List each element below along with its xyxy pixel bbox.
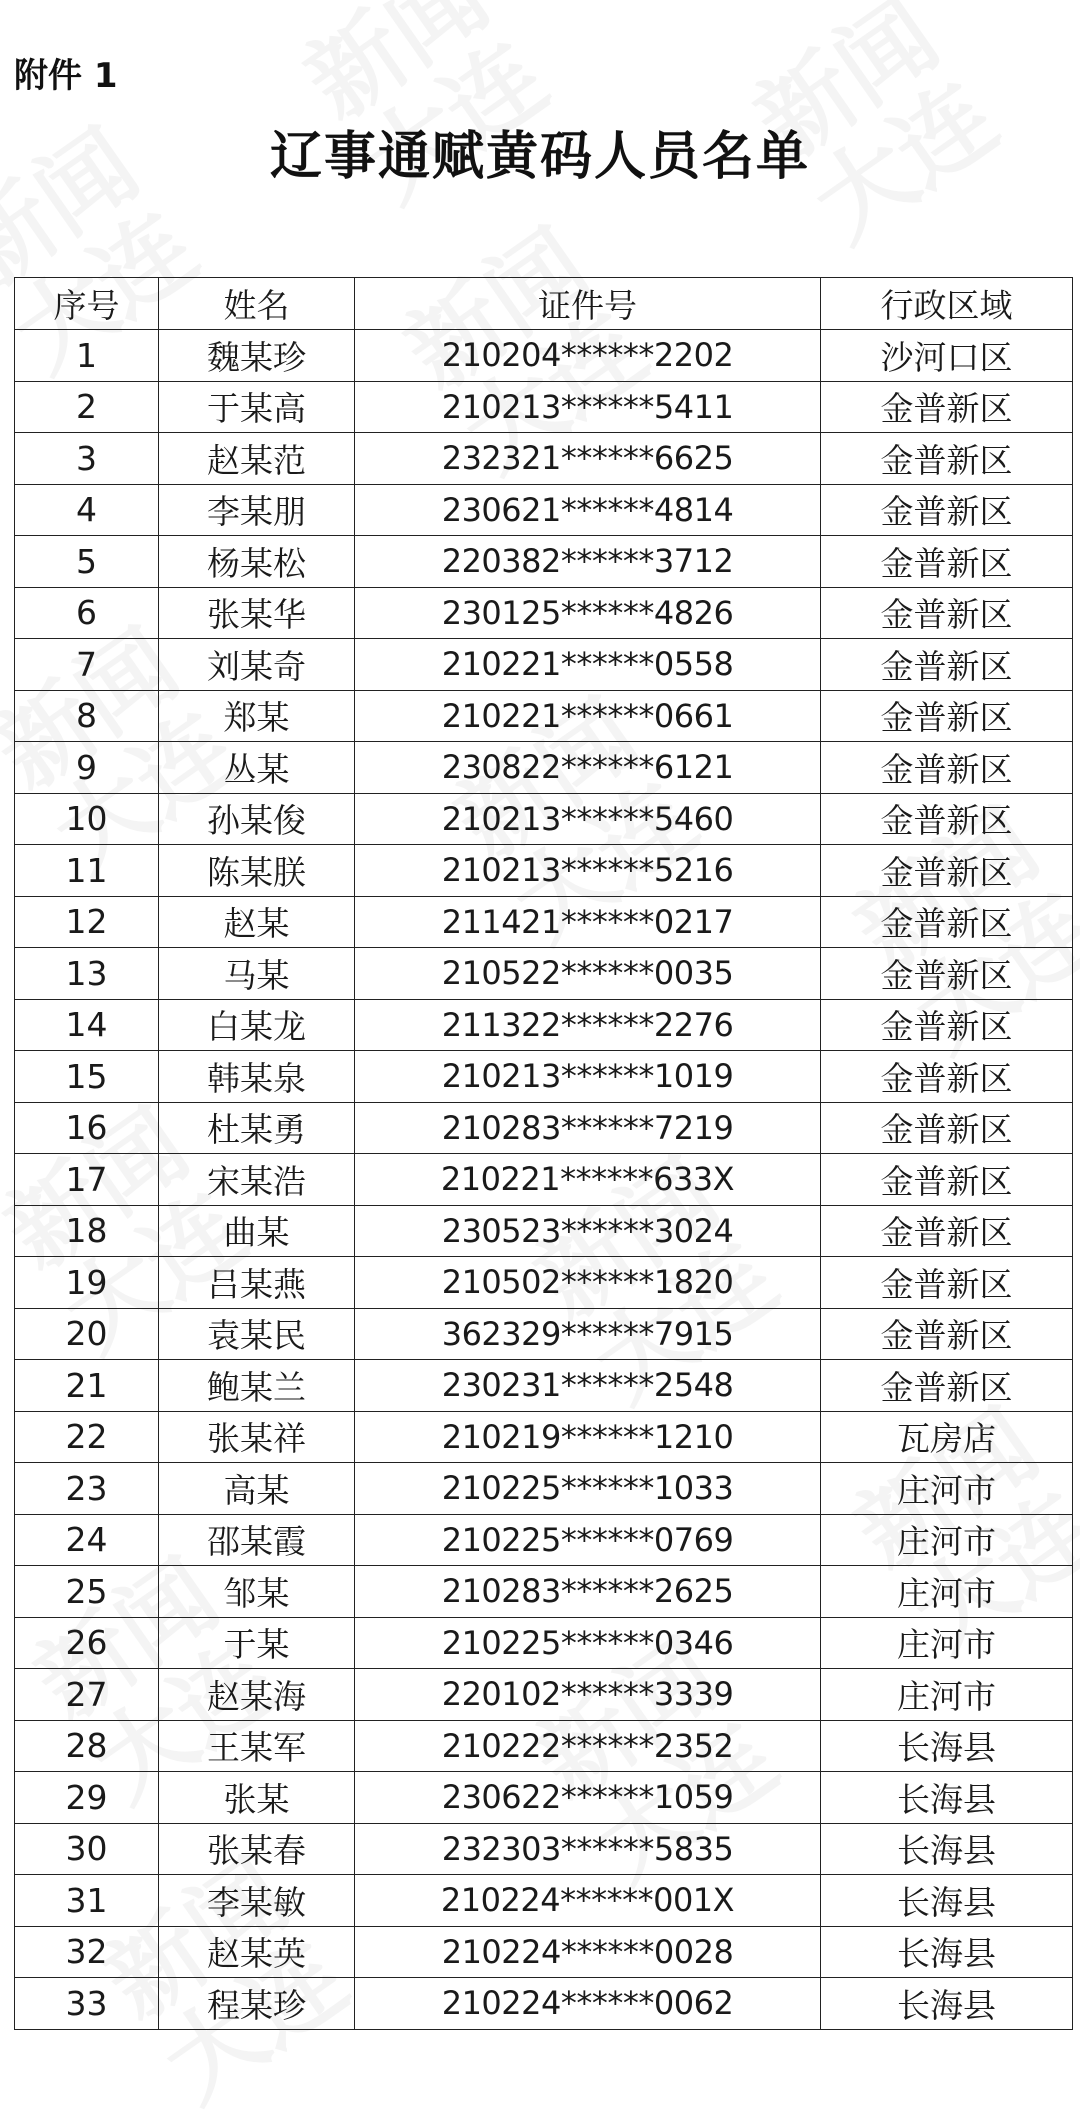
table-row	[15, 1566, 1073, 1618]
row-region-cell: 金普新区	[821, 1102, 1073, 1154]
row-id-cell: 210224******0062	[355, 1978, 821, 2030]
row-name-cell: 孙某俊	[159, 793, 355, 845]
table-row	[15, 587, 1073, 639]
row-name-cell: 张某祥	[159, 1411, 355, 1463]
row-name-cell: 丛某	[159, 742, 355, 794]
table-row	[15, 690, 1073, 742]
row-seq-cell: 9	[15, 742, 159, 794]
row-region-cell: 沙河口区	[821, 330, 1073, 382]
row-name-cell: 李某敏	[159, 1875, 355, 1927]
row-id-cell: 230231******2548	[355, 1360, 821, 1412]
row-seq-cell: 19	[15, 1257, 159, 1309]
table-row	[15, 1257, 1073, 1309]
row-region-cell: 金普新区	[821, 1154, 1073, 1206]
row-seq-cell: 14	[15, 999, 159, 1051]
row-name-cell: 韩某泉	[159, 1051, 355, 1103]
row-id-cell: 210213******5216	[355, 845, 821, 897]
row-region-cell: 长海县	[821, 1720, 1073, 1772]
row-id-cell: 210283******7219	[355, 1102, 821, 1154]
row-seq-cell: 31	[15, 1875, 159, 1927]
table-row	[15, 1411, 1073, 1463]
table-row	[15, 1772, 1073, 1824]
row-region-cell: 金普新区	[821, 381, 1073, 433]
row-seq-cell: 5	[15, 536, 159, 588]
row-seq-cell: 6	[15, 587, 159, 639]
row-name-cell: 张某	[159, 1772, 355, 1824]
row-name-cell: 于某	[159, 1617, 355, 1669]
table-row	[15, 845, 1073, 897]
row-region-cell: 庄河市	[821, 1514, 1073, 1566]
row-name-cell: 白某龙	[159, 999, 355, 1051]
row-name-cell: 马某	[159, 948, 355, 1000]
row-seq-cell: 28	[15, 1720, 159, 1772]
row-seq-cell: 25	[15, 1566, 159, 1618]
row-id-cell: 210225******0346	[355, 1617, 821, 1669]
row-region-cell: 庄河市	[821, 1617, 1073, 1669]
table-row	[15, 1617, 1073, 1669]
row-name-cell: 王某军	[159, 1720, 355, 1772]
row-region-cell: 金普新区	[821, 845, 1073, 897]
column-header-region: 行政区域	[821, 278, 1073, 330]
page-title: 辽事通赋黄码人员名单	[269, 127, 810, 187]
row-id-cell: 211421******0217	[355, 896, 821, 948]
row-seq-cell: 23	[15, 1463, 159, 1515]
row-seq-cell: 32	[15, 1926, 159, 1978]
row-name-cell: 郑某	[159, 690, 355, 742]
row-name-cell: 赵某海	[159, 1669, 355, 1721]
column-header-id: 证件号	[355, 278, 821, 330]
row-region-cell: 金普新区	[821, 948, 1073, 1000]
table-row	[15, 1205, 1073, 1257]
row-region-cell: 金普新区	[821, 1257, 1073, 1309]
table-row	[15, 1720, 1073, 1772]
row-region-cell: 长海县	[821, 1875, 1073, 1927]
row-region-cell: 金普新区	[821, 793, 1073, 845]
row-seq-cell: 18	[15, 1205, 159, 1257]
row-id-cell: 232321******6625	[355, 433, 821, 485]
row-seq-cell: 8	[15, 690, 159, 742]
row-id-cell: 210225******1033	[355, 1463, 821, 1515]
row-region-cell: 金普新区	[821, 690, 1073, 742]
row-id-cell: 211322******2276	[355, 999, 821, 1051]
row-name-cell: 赵某	[159, 896, 355, 948]
row-id-cell: 210213******5460	[355, 793, 821, 845]
row-id-cell: 362329******7915	[355, 1308, 821, 1360]
row-seq-cell: 33	[15, 1978, 159, 2030]
row-region-cell: 金普新区	[821, 536, 1073, 588]
row-name-cell: 陈某朕	[159, 845, 355, 897]
row-name-cell: 高某	[159, 1463, 355, 1515]
table-row	[15, 948, 1073, 1000]
table-row	[15, 1669, 1073, 1721]
table-header-row	[15, 278, 1073, 330]
table-row	[15, 896, 1073, 948]
table-row	[15, 1978, 1073, 2030]
table-row	[15, 1823, 1073, 1875]
row-id-cell: 210219******1210	[355, 1411, 821, 1463]
table-body	[15, 330, 1073, 2030]
row-name-cell: 魏某珍	[159, 330, 355, 382]
row-name-cell: 李某朋	[159, 484, 355, 536]
table-row	[15, 1926, 1073, 1978]
row-id-cell: 230621******4814	[355, 484, 821, 536]
row-region-cell: 金普新区	[821, 587, 1073, 639]
row-seq-cell: 2	[15, 381, 159, 433]
attachment-label: 附件 1	[14, 56, 118, 96]
table-row	[15, 999, 1073, 1051]
row-seq-cell: 11	[15, 845, 159, 897]
table-row	[15, 1308, 1073, 1360]
row-id-cell: 230523******3024	[355, 1205, 821, 1257]
row-seq-cell: 4	[15, 484, 159, 536]
row-id-cell: 210224******0028	[355, 1926, 821, 1978]
table-row	[15, 1875, 1073, 1927]
row-name-cell: 曲某	[159, 1205, 355, 1257]
row-name-cell: 于某高	[159, 381, 355, 433]
table-row	[15, 1051, 1073, 1103]
row-region-cell: 金普新区	[821, 1360, 1073, 1412]
table-row	[15, 1514, 1073, 1566]
table-row	[15, 433, 1073, 485]
row-name-cell: 程某珍	[159, 1978, 355, 2030]
table-row	[15, 793, 1073, 845]
row-seq-cell: 27	[15, 1669, 159, 1721]
row-name-cell: 杜某勇	[159, 1102, 355, 1154]
row-name-cell: 张某春	[159, 1823, 355, 1875]
row-region-cell: 庄河市	[821, 1669, 1073, 1721]
row-name-cell: 邵某霞	[159, 1514, 355, 1566]
table-row	[15, 1154, 1073, 1206]
table-row	[15, 1102, 1073, 1154]
row-region-cell: 金普新区	[821, 1308, 1073, 1360]
row-region-cell: 金普新区	[821, 1051, 1073, 1103]
row-name-cell: 杨某松	[159, 536, 355, 588]
row-region-cell: 庄河市	[821, 1463, 1073, 1515]
row-seq-cell: 1	[15, 330, 159, 382]
row-seq-cell: 17	[15, 1154, 159, 1206]
table-row	[15, 381, 1073, 433]
table-row	[15, 639, 1073, 691]
row-region-cell: 金普新区	[821, 999, 1073, 1051]
row-seq-cell: 10	[15, 793, 159, 845]
row-seq-cell: 15	[15, 1051, 159, 1103]
row-name-cell: 赵某英	[159, 1926, 355, 1978]
row-region-cell: 金普新区	[821, 484, 1073, 536]
table-row	[15, 1360, 1073, 1412]
table-row	[15, 536, 1073, 588]
row-id-cell: 210222******2352	[355, 1720, 821, 1772]
row-name-cell: 宋某浩	[159, 1154, 355, 1206]
row-id-cell: 232303******5835	[355, 1823, 821, 1875]
row-seq-cell: 13	[15, 948, 159, 1000]
row-region-cell: 长海县	[821, 1926, 1073, 1978]
row-name-cell: 赵某范	[159, 433, 355, 485]
row-region-cell: 长海县	[821, 1978, 1073, 2030]
row-id-cell: 210522******0035	[355, 948, 821, 1000]
row-id-cell: 230622******1059	[355, 1772, 821, 1824]
row-region-cell: 金普新区	[821, 742, 1073, 794]
row-seq-cell: 22	[15, 1411, 159, 1463]
row-id-cell: 230822******6121	[355, 742, 821, 794]
row-seq-cell: 3	[15, 433, 159, 485]
row-seq-cell: 29	[15, 1772, 159, 1824]
row-name-cell: 刘某奇	[159, 639, 355, 691]
row-name-cell: 吕某燕	[159, 1257, 355, 1309]
row-region-cell: 金普新区	[821, 1205, 1073, 1257]
row-region-cell: 金普新区	[821, 433, 1073, 485]
row-id-cell: 210502******1820	[355, 1257, 821, 1309]
row-name-cell: 邹某	[159, 1566, 355, 1618]
row-seq-cell: 7	[15, 639, 159, 691]
row-id-cell: 210213******1019	[355, 1051, 821, 1103]
row-seq-cell: 12	[15, 896, 159, 948]
row-region-cell: 瓦房店	[821, 1411, 1073, 1463]
row-region-cell: 庄河市	[821, 1566, 1073, 1618]
row-name-cell: 张某华	[159, 587, 355, 639]
column-header-name: 姓名	[159, 278, 355, 330]
row-region-cell: 金普新区	[821, 639, 1073, 691]
table-row	[15, 330, 1073, 382]
list-table-container	[14, 277, 1072, 2030]
row-id-cell: 210221******0661	[355, 690, 821, 742]
table-row	[15, 484, 1073, 536]
row-seq-cell: 16	[15, 1102, 159, 1154]
row-name-cell: 袁某民	[159, 1308, 355, 1360]
row-region-cell: 长海县	[821, 1823, 1073, 1875]
row-region-cell: 金普新区	[821, 896, 1073, 948]
row-seq-cell: 30	[15, 1823, 159, 1875]
row-name-cell: 鲍某兰	[159, 1360, 355, 1412]
personnel-table	[14, 277, 1073, 2030]
row-id-cell: 210225******0769	[355, 1514, 821, 1566]
column-header-seq: 序号	[15, 278, 159, 330]
row-id-cell: 210204******2202	[355, 330, 821, 382]
row-seq-cell: 21	[15, 1360, 159, 1412]
table-row	[15, 1463, 1073, 1515]
table-row	[15, 742, 1073, 794]
row-id-cell: 220102******3339	[355, 1669, 821, 1721]
row-id-cell: 210221******633X	[355, 1154, 821, 1206]
row-seq-cell: 26	[15, 1617, 159, 1669]
row-region-cell: 长海县	[821, 1772, 1073, 1824]
row-seq-cell: 24	[15, 1514, 159, 1566]
row-id-cell: 210221******0558	[355, 639, 821, 691]
row-id-cell: 210283******2625	[355, 1566, 821, 1618]
row-seq-cell: 20	[15, 1308, 159, 1360]
row-id-cell: 230125******4826	[355, 587, 821, 639]
row-id-cell: 210224******001X	[355, 1875, 821, 1927]
row-id-cell: 220382******3712	[355, 536, 821, 588]
row-id-cell: 210213******5411	[355, 381, 821, 433]
